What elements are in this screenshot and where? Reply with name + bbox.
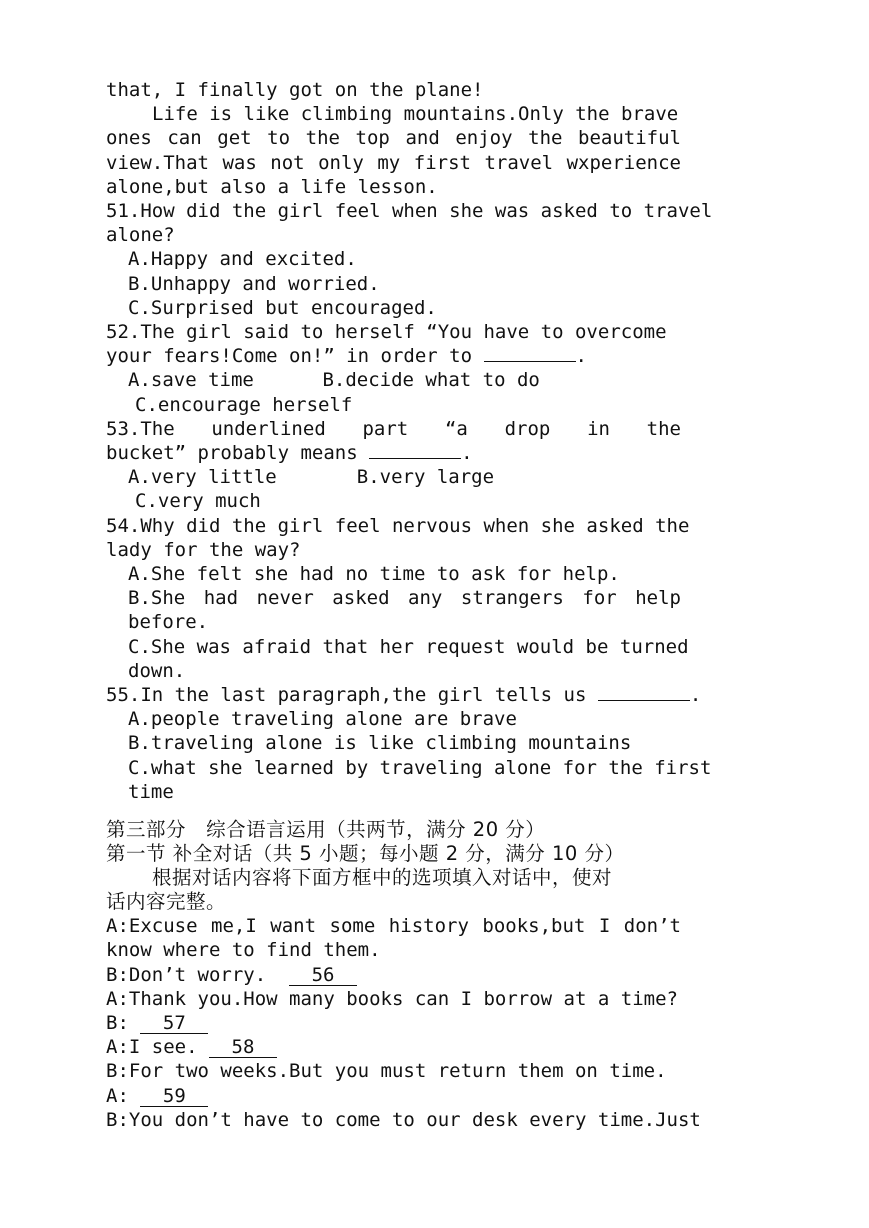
section-instructions: 根据对话内容将下面方框中的选项填入对话中，使对 (152, 866, 613, 890)
section-heading: 第三部分 综合语言运用（共两节，满分 20 分） (106, 818, 546, 842)
question-53-stem-cont: bucket” probably means . (106, 442, 473, 465)
answer-blank (369, 458, 461, 459)
question-54-option-c-cont: down. (128, 659, 186, 682)
question-52-option-a: A.save time (128, 369, 254, 392)
dialogue-line: know where to find them. (106, 939, 381, 962)
question-51-option-b: B.Unhappy and worried. (128, 272, 380, 295)
dialogue-line: B: 57 (106, 1011, 681, 1035)
question-52-options-ab (106, 368, 681, 392)
question-55-option-c-cont: time (128, 780, 174, 803)
answer-blank-56: 56 (289, 965, 357, 986)
question-54-stem-cont: lady for the way? (106, 538, 301, 561)
dialogue-line: A:I see. 58 (106, 1035, 681, 1059)
question-54-option-b: B.She had never asked any strangers for help (128, 587, 681, 610)
question-54-stem: 54.Why did the girl feel nervous when she asked the (106, 514, 690, 537)
dialogue-line: B:Don’t worry. 56 (106, 963, 681, 987)
question-55-option-a: A.people traveling alone are brave (128, 708, 517, 731)
dialogue-line: A:Excuse me,I want some history books,but I don’t (106, 915, 681, 938)
answer-blank (598, 700, 690, 701)
dialogue-line: B:You don’t have to come to our desk every time.Just (106, 1108, 701, 1131)
question-53-option-a: A.very little (128, 466, 277, 489)
question-51-stem-cont: alone? (106, 224, 175, 247)
question-55-option-b: B.traveling alone is like climbing mountains (128, 732, 632, 755)
question-53-option-c: C.very much (135, 490, 261, 513)
section-instructions-cont: 话内容完整。 (106, 890, 227, 914)
question-53-option-b: B.very large (356, 466, 495, 489)
question-53-stem: 53.The underlined part “a drop in the (106, 417, 681, 440)
question-52-stem-cont: your fears!Come on!” in order to . (106, 345, 587, 368)
question-51-stem: 51.How did the girl feel when she was asked to travel (106, 200, 713, 223)
answer-blank-57: 57 (140, 1013, 208, 1034)
dialogue-line: B:For two weeks.But you must return them on time. (106, 1060, 667, 1083)
question-54-option-b-cont: before. (128, 611, 209, 634)
passage-line: Life is like climbing mountains.Only the brave (152, 103, 679, 126)
dialogue-line: A: 59 (106, 1084, 681, 1108)
passage-line: that, I finally got on the plane! (106, 79, 484, 101)
question-52-option-c: C.encourage herself (135, 393, 353, 416)
section-subheading: 第一节 补全对话（共 5 小题；每小题 2 分，满分 10 分） (106, 842, 625, 866)
question-54-option-a: A.She felt she had no time to ask for help. (128, 563, 620, 586)
question-51-option-a: A.Happy and excited. (128, 248, 357, 271)
answer-blank-59: 59 (140, 1086, 208, 1107)
passage-line: view.That was not only my first travel wxperience (106, 151, 681, 174)
answer-blank (484, 361, 576, 362)
answer-blank-58: 58 (209, 1037, 277, 1058)
question-52-stem: 52.The girl said to herself “You have to overcome (106, 321, 667, 344)
dialogue-line: A:Thank you.How many books can I borrow at a time? (106, 987, 678, 1010)
spacer (106, 804, 681, 818)
question-52-option-b: B.decide what to do (322, 369, 540, 392)
passage-line: ones can get to the top and enjoy the beautiful (106, 127, 681, 150)
question-55-stem: 55.In the last paragraph,the girl tells us . (106, 684, 702, 707)
question-55-option-c: C.what she learned by traveling alone for the first (128, 756, 712, 779)
passage-line: alone,but also a life lesson. (106, 175, 438, 198)
question-51-option-c: C.Surprised but encouraged. (128, 296, 437, 319)
question-54-option-c: C.She was afraid that her request would be turned (128, 635, 689, 658)
question-53-options-ab (106, 465, 681, 489)
document-page (106, 78, 713, 1132)
